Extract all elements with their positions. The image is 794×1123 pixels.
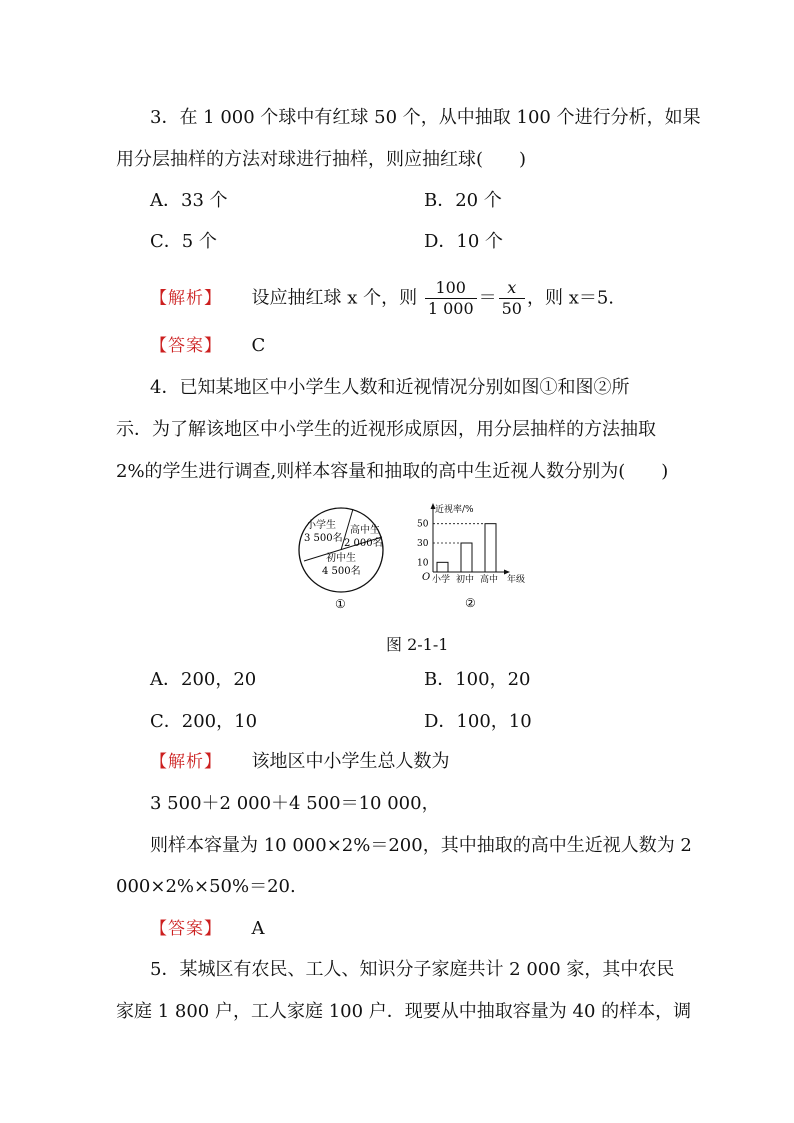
q3-option-a: A．33 个 bbox=[150, 190, 228, 211]
q3-line2: 用分层抽样的方法对球进行抽样，则应抽红球( ) bbox=[116, 149, 527, 170]
pie-value-primary: 3 500名 bbox=[304, 533, 343, 544]
q5-line1: 5．某城区有农民、工人、知识分子家庭共计 2 000 家，其中农民 bbox=[150, 959, 675, 980]
q3-answer-value: C bbox=[251, 335, 266, 356]
q3-option-b: B．20 个 bbox=[424, 190, 502, 211]
fraction-x-over-50 bbox=[499, 278, 525, 319]
bar-caption: ② bbox=[465, 596, 476, 610]
bar-2 bbox=[461, 543, 472, 572]
q4-analysis-line1: 该地区中小学生总人数为 bbox=[251, 751, 450, 772]
q4-answer-value: A bbox=[251, 918, 265, 939]
pie-label-senior: 高中生 bbox=[350, 525, 380, 536]
q4-answer bbox=[150, 917, 264, 941]
answer-tag: 【答案】 bbox=[150, 919, 222, 939]
fraction-numerator: x bbox=[499, 278, 525, 299]
origin-label: O bbox=[422, 572, 431, 583]
x-axis-label: 年级 bbox=[507, 575, 526, 585]
y-tick-label: 50 bbox=[417, 519, 429, 530]
q4-option-a: A．200，20 bbox=[150, 669, 257, 690]
answer-tag: 【答案】 bbox=[150, 336, 222, 356]
y-axis-label: 近视率/% bbox=[435, 505, 474, 515]
pie-value-senior: 2 000名 bbox=[344, 538, 383, 549]
q3-line1: 3．在 1 000 个球中有红球 50 个，从中抽取 100 个进行分析，如果 bbox=[150, 107, 701, 128]
pie-label-primary: 小学生 bbox=[306, 520, 336, 531]
q3-analysis bbox=[150, 278, 614, 319]
y-tick-label: 10 bbox=[417, 558, 429, 569]
q4-analysis-line4: 000×2%×50%＝20. bbox=[116, 876, 296, 897]
q5-line2: 家庭 1 800 户，工人家庭 100 户．现要从中抽取容量为 40 的样本，调 bbox=[116, 1001, 692, 1022]
q4-analysis bbox=[150, 750, 449, 774]
bar-1 bbox=[437, 562, 448, 572]
x-tick-label: 小学 bbox=[432, 575, 451, 585]
pie-label-junior: 初中生 bbox=[326, 553, 356, 564]
q4-option-b: B．100，20 bbox=[424, 669, 531, 690]
q3-analysis-pre: 设应抽红球 x 个，则 bbox=[251, 287, 418, 309]
fraction-denominator: 1 000 bbox=[427, 299, 474, 318]
q4-line3: 2%的学生进行调查,则样本容量和抽取的高中生近视人数分别为( ) bbox=[116, 461, 669, 482]
x-tick-label: 初中 bbox=[456, 575, 475, 585]
q4-option-c: C．200，10 bbox=[150, 711, 258, 732]
bar-chart bbox=[412, 500, 542, 612]
x-tick-label: 高中 bbox=[480, 575, 499, 585]
analysis-tag: 【解析】 bbox=[150, 752, 222, 772]
bar-3 bbox=[485, 524, 496, 572]
analysis-tag: 【解析】 bbox=[150, 288, 222, 309]
figure-caption: 图 2-1-1 bbox=[386, 635, 449, 654]
q3-analysis-post: ，则 x＝5. bbox=[526, 287, 615, 309]
pie-value-junior: 4 500名 bbox=[322, 566, 361, 577]
fraction-denominator: 50 bbox=[501, 299, 522, 318]
q4-option-d: D．100，10 bbox=[424, 711, 532, 732]
equals-sign: ＝ bbox=[478, 287, 497, 309]
fraction-100-over-1000 bbox=[425, 278, 477, 319]
x-axis-arrow bbox=[504, 570, 510, 575]
q4-analysis-line2: 3 500＋2 000＋4 500＝10 000， bbox=[150, 793, 440, 814]
q3-answer bbox=[150, 334, 265, 358]
pie-chart bbox=[296, 503, 388, 613]
q3-option-d: D．10 个 bbox=[424, 231, 504, 252]
q3-option-c: C．5 个 bbox=[150, 231, 217, 252]
y-tick-label: 30 bbox=[417, 539, 429, 549]
q4-analysis-line3: 则样本容量为 10 000×2%＝200，其中抽取的高中生近视人数为 2 bbox=[150, 835, 692, 856]
q4-line1: 4．已知某地区中小学生人数和近视情况分别如图①和图②所 bbox=[150, 377, 630, 398]
pie-caption: ① bbox=[335, 597, 346, 611]
fraction-numerator: 100 bbox=[425, 278, 477, 299]
q4-line2: 示．为了解该地区中小学生的近视形成原因，用分层抽样的方法抽取 bbox=[116, 419, 656, 440]
